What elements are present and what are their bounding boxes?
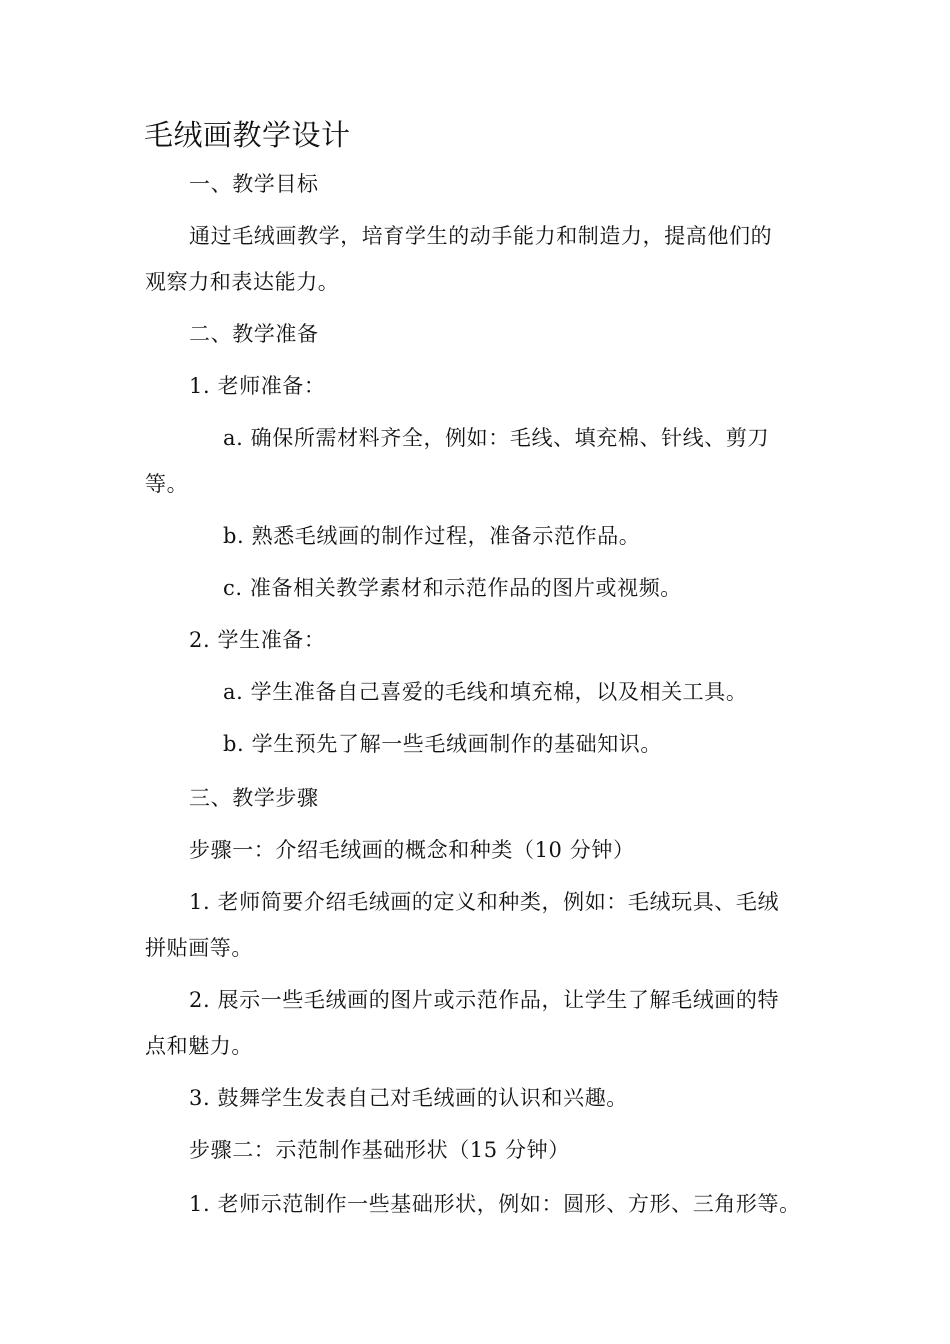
- sub-list-item: a. 确保所需材料齐全，例如：毛线、填充棉、针线、剪刀: [223, 426, 770, 450]
- sub-list-item: b. 学生预先了解一些毛绒画制作的基础知识。: [223, 732, 662, 756]
- document-title: 毛绒画教学设计: [144, 118, 351, 152]
- section-heading-steps: 三、教学步骤: [189, 786, 319, 810]
- list-item: 2. 学生准备：: [189, 628, 326, 652]
- section-heading-goals: 一、教学目标: [189, 172, 319, 196]
- section-heading-preparation: 二、教学准备: [189, 322, 319, 346]
- sub-list-item: c. 准备相关教学素材和示范作品的图片或视频。: [223, 576, 682, 600]
- list-item: 3. 鼓舞学生发表自己对毛绒画的认识和兴趣。: [189, 1086, 628, 1110]
- paragraph-line: 拼贴画等。: [145, 936, 253, 960]
- paragraph-line: 等。: [145, 472, 189, 496]
- sub-list-item: b. 熟悉毛绒画的制作过程，准备示范作品。: [223, 524, 641, 548]
- list-item: 1. 老师准备：: [189, 374, 326, 398]
- list-item: 2. 展示一些毛绒画的图片或示范作品，让学生了解毛绒画的特: [189, 988, 780, 1012]
- sub-list-item: a. 学生准备自己喜爱的毛线和填充棉，以及相关工具。: [223, 680, 748, 704]
- paragraph-line: 通过毛绒画教学，培育学生的动手能力和制造力，提高他们的: [189, 224, 773, 248]
- paragraph-line: 观察力和表达能力。: [145, 270, 340, 294]
- list-item: 1. 老师示范制作一些基础形状，例如：圆形、方形、三角形等。: [189, 1192, 801, 1216]
- list-item: 1. 老师简要介绍毛绒画的定义和种类，例如：毛绒玩具、毛绒: [189, 890, 780, 914]
- paragraph-line: 点和魅力。: [145, 1034, 253, 1058]
- step-heading: 步骤二：示范制作基础形状（15 分钟）: [189, 1138, 570, 1162]
- step-heading: 步骤一：介绍毛绒画的概念和种类（10 分钟）: [189, 838, 635, 862]
